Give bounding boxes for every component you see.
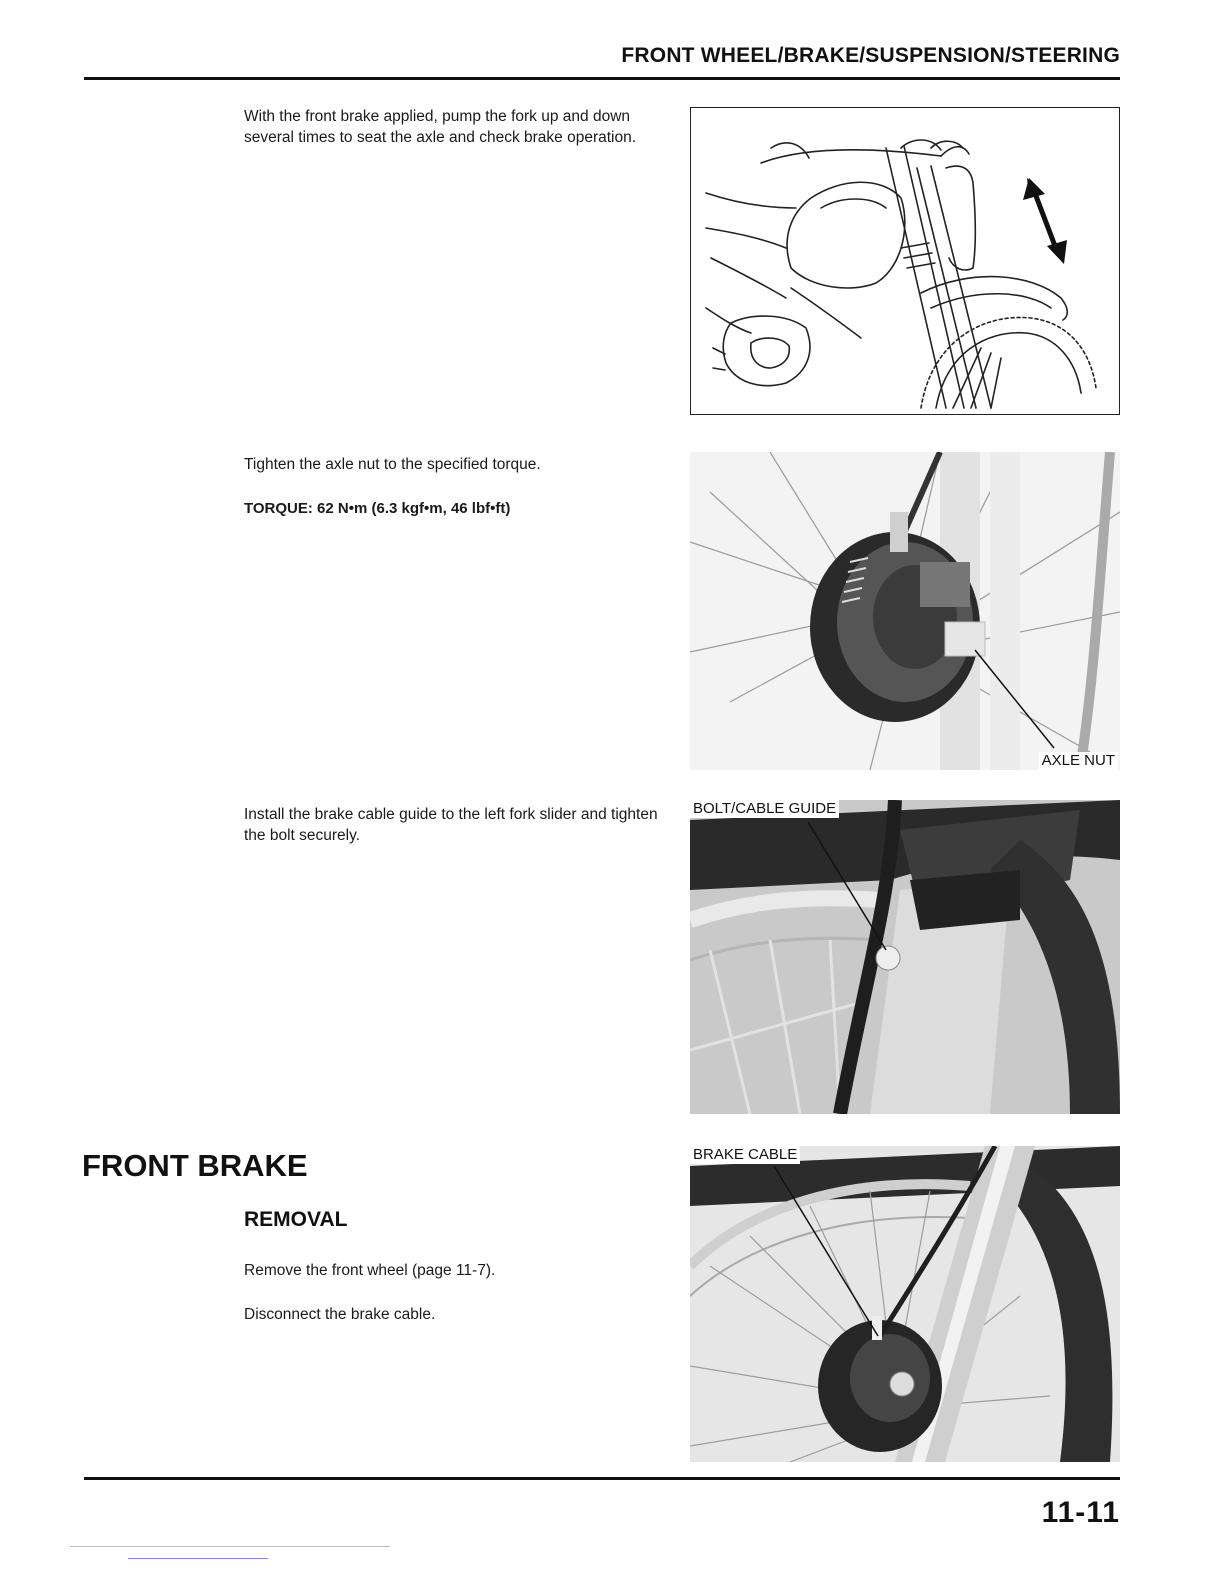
step-pump-fork-text: With the front brake applied, pump the fork up and down several times to seat the axle and check brake operation. bbox=[244, 108, 637, 146]
page-number: 11-11 bbox=[1041, 1496, 1120, 1529]
header-rule bbox=[84, 77, 1120, 80]
footer-link-underline bbox=[128, 1558, 268, 1559]
step-install-guide-text: Install the brake cable guide to the left fork slider and tighten the bolt securely. bbox=[244, 806, 658, 844]
section-subtitle: REMOVAL bbox=[244, 1208, 348, 1231]
footer-rule bbox=[84, 1477, 1120, 1480]
fork-pump-line-drawing bbox=[691, 108, 1119, 414]
axle-nut-label: AXLE NUT bbox=[1039, 752, 1118, 770]
figure-fork-pump-illustration bbox=[690, 107, 1120, 415]
axle-nut-photo-illustration bbox=[690, 452, 1120, 770]
figure-brake-cable-photo bbox=[690, 1146, 1120, 1462]
step-remove-wheel-text: Remove the front wheel (page 11-7). bbox=[244, 1262, 496, 1279]
bolt-cable-guide-photo-illustration bbox=[690, 800, 1120, 1114]
section-title: FRONT BRAKE bbox=[82, 1148, 308, 1183]
step-tighten-axle-text: Tighten the axle nut to the specified torque. bbox=[244, 456, 541, 473]
torque-spec: TORQUE: 62 N•m (6.3 kgf•m, 46 lbf•ft) bbox=[244, 500, 511, 517]
brake-cable-photo-illustration bbox=[690, 1146, 1120, 1462]
figure-bolt-cable-guide-photo bbox=[690, 800, 1120, 1114]
step-disconnect-cable-text: Disconnect the brake cable. bbox=[244, 1306, 436, 1323]
brake-cable-label: BRAKE CABLE bbox=[690, 1146, 800, 1164]
page-header-title: FRONT WHEEL/BRAKE/SUSPENSION/STEERING bbox=[621, 44, 1120, 67]
figure-axle-nut-photo bbox=[690, 452, 1120, 770]
bolt-cable-guide-label: BOLT/CABLE GUIDE bbox=[690, 800, 839, 818]
up-down-arrow-icon bbox=[1023, 178, 1067, 264]
footer-faint-line bbox=[70, 1546, 390, 1547]
